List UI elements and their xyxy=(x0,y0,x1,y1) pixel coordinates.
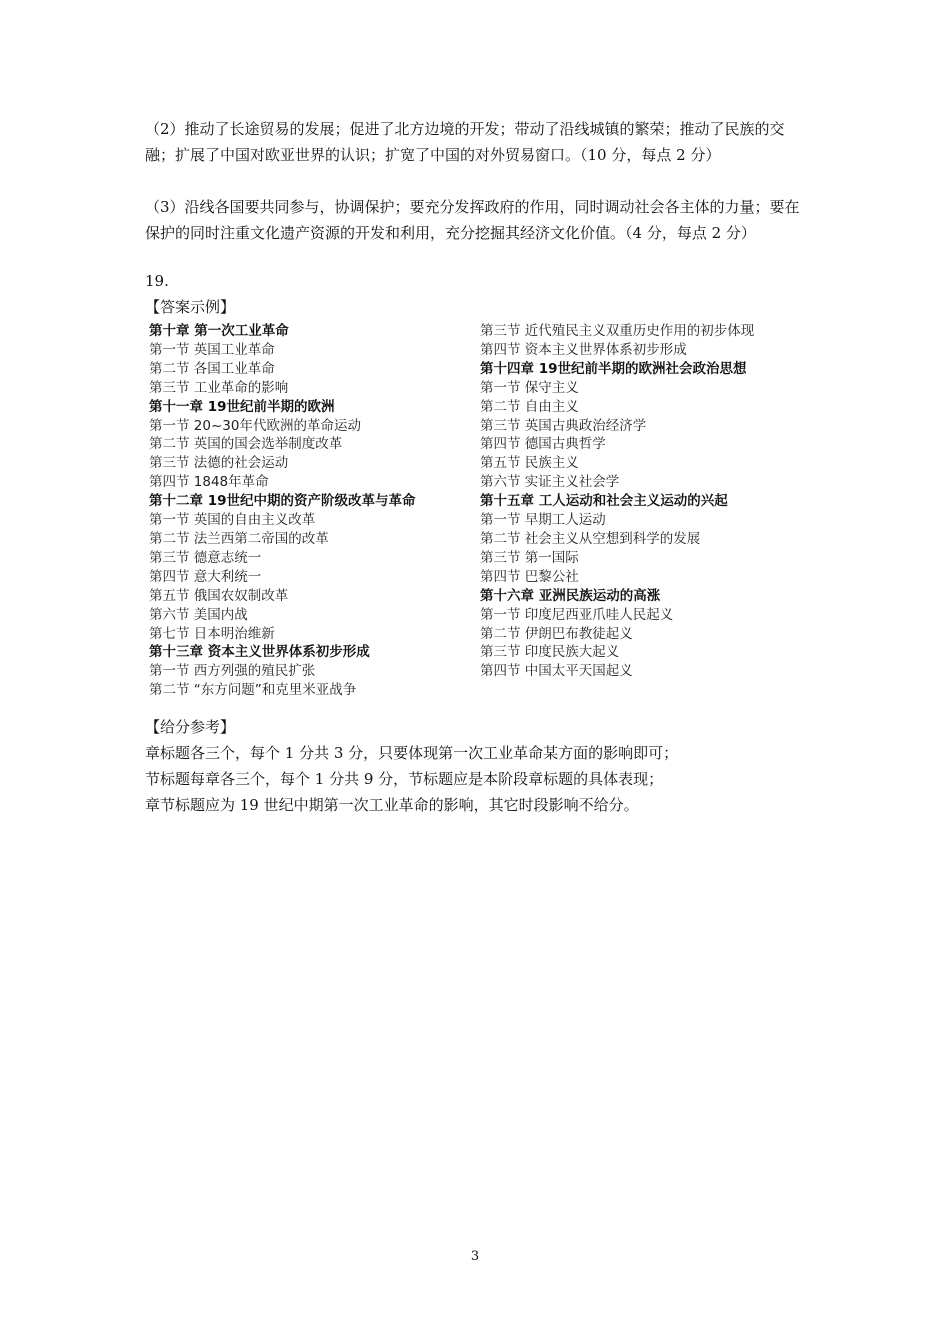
toc-chapter-title: 第十三章 资本主义世界体系初步形成 xyxy=(149,644,370,661)
toc-section-title: 第四节 中国太平天国起义 xyxy=(480,663,633,680)
toc-section-title: 第一节 英国工业革命 xyxy=(149,341,275,358)
toc-section-title: 第三节 工业革命的影响 xyxy=(149,379,289,396)
scoring-reference xyxy=(145,714,805,818)
scoring-line: 节标题每章各三个，每个 1 分共 9 分，节标题应是本阶段章标题的具体表现； xyxy=(145,770,664,788)
scoring-line: 章标题各三个，每个 1 分共 3 分，只要体现第一次工业革命某方面的影响即可； xyxy=(145,744,679,762)
toc-section-title: 第七节 日本明治维新 xyxy=(149,625,275,642)
toc-chapter-title: 第十五章 工人运动和社会主义运动的兴起 xyxy=(480,493,728,510)
toc-section-title: 第一节 印度尼西亚爪哇人民起义 xyxy=(480,606,674,623)
toc-section-title: 第四节 德国古典哲学 xyxy=(480,436,606,453)
toc-section-title: 第三节 第一国际 xyxy=(480,549,579,566)
toc-section-title: 第六节 实证主义社会学 xyxy=(480,474,620,491)
scoring-heading: 【给分参考】 xyxy=(145,718,236,736)
toc-section-title: 第四节 巴黎公社 xyxy=(480,568,579,585)
toc-section-title: 第二节 英国的国会选举制度改革 xyxy=(149,436,343,453)
page-number: 3 xyxy=(470,1249,480,1264)
toc-section-title: 第二节 自由主义 xyxy=(480,398,579,415)
toc-left-column xyxy=(149,322,479,700)
toc-section-title: 第一节 保守主义 xyxy=(480,379,579,396)
toc-section-title: 第一节 西方列强的殖民扩张 xyxy=(149,663,316,680)
answer-part-2 xyxy=(145,116,805,168)
toc-chapter-title: 第十四章 19世纪前半期的欧洲社会政治思想 xyxy=(480,360,747,377)
toc-section-title: 第一节 20~30年代欧洲的革命运动 xyxy=(149,417,361,434)
toc-section-title: 第二节 社会主义从空想到科学的发展 xyxy=(480,530,701,547)
toc-section-title: 第二节 伊朗巴布教徒起义 xyxy=(480,625,633,642)
toc-section-title: 第三节 德意志统一 xyxy=(149,549,262,566)
toc-section-title: 第五节 俄国农奴制改革 xyxy=(149,587,289,604)
question-number: 19. xyxy=(145,272,169,290)
answer-part-3-text: （3）沿线各国要共同参与，协调保护；要充分发挥政府的作用，同时调动社会各主体的力量；要在保护的同时注重文化遗产资源的开发和利用，充分挖掘其经济文化价值。（4 分，每点 2 分） xyxy=(145,198,800,242)
toc-chapter-title: 第十六章 亚洲民族运动的高涨 xyxy=(480,587,661,604)
toc-section-title: 第三节 近代殖民主义双重历史作用的初步体现 xyxy=(480,323,755,339)
toc-section-title: 第五节 民族主义 xyxy=(480,455,579,472)
toc-section-title: 第二节 法兰西第二帝国的改革 xyxy=(149,530,329,547)
toc-chapter-title: 第十一章 19世纪前半期的欧洲 xyxy=(149,398,335,415)
toc-section-title: 第一节 早期工人运动 xyxy=(480,512,606,529)
toc-section-title: 第三节 英国古典政治经济学 xyxy=(480,417,647,434)
toc-section-title: 第一节 英国的自由主义改革 xyxy=(149,512,316,529)
toc-section-title: 第二节 “东方问题”和克里米亚战争 xyxy=(149,682,357,699)
toc-right-column xyxy=(480,322,810,681)
toc-section-title: 第三节 法德的社会运动 xyxy=(149,455,289,472)
toc-section-title: 第三节 印度民族大起义 xyxy=(480,644,620,661)
toc-section-title: 第四节 意大利统一 xyxy=(149,568,262,585)
scoring-line: 章节标题应为 19 世纪中期第一次工业革命的影响，其它时段影响不给分。 xyxy=(145,796,639,814)
toc-chapter-title: 第十章 第一次工业革命 xyxy=(149,323,289,339)
question-19 xyxy=(145,268,805,320)
answer-part-2-text: （2）推动了长途贸易的发展；促进了北方边境的开发；带动了沿线城镇的繁荣；推动了民族的交融；扩展了中国对欧亚世界的认识；扩宽了中国的对外贸易窗口。（10 分，每点 2 分） xyxy=(145,120,785,164)
toc-section-title: 第四节 资本主义世界体系初步形成 xyxy=(480,341,687,358)
answer-part-3 xyxy=(145,194,805,246)
toc-chapter-title: 第十二章 19世纪中期的资产阶级改革与革命 xyxy=(149,493,416,510)
toc-section-title: 第二节 各国工业革命 xyxy=(149,360,275,377)
toc-section-title: 第六节 美国内战 xyxy=(149,606,248,623)
toc-section-title: 第四节 1848年革命 xyxy=(149,474,269,491)
example-heading: 【答案示例】 xyxy=(145,298,236,316)
